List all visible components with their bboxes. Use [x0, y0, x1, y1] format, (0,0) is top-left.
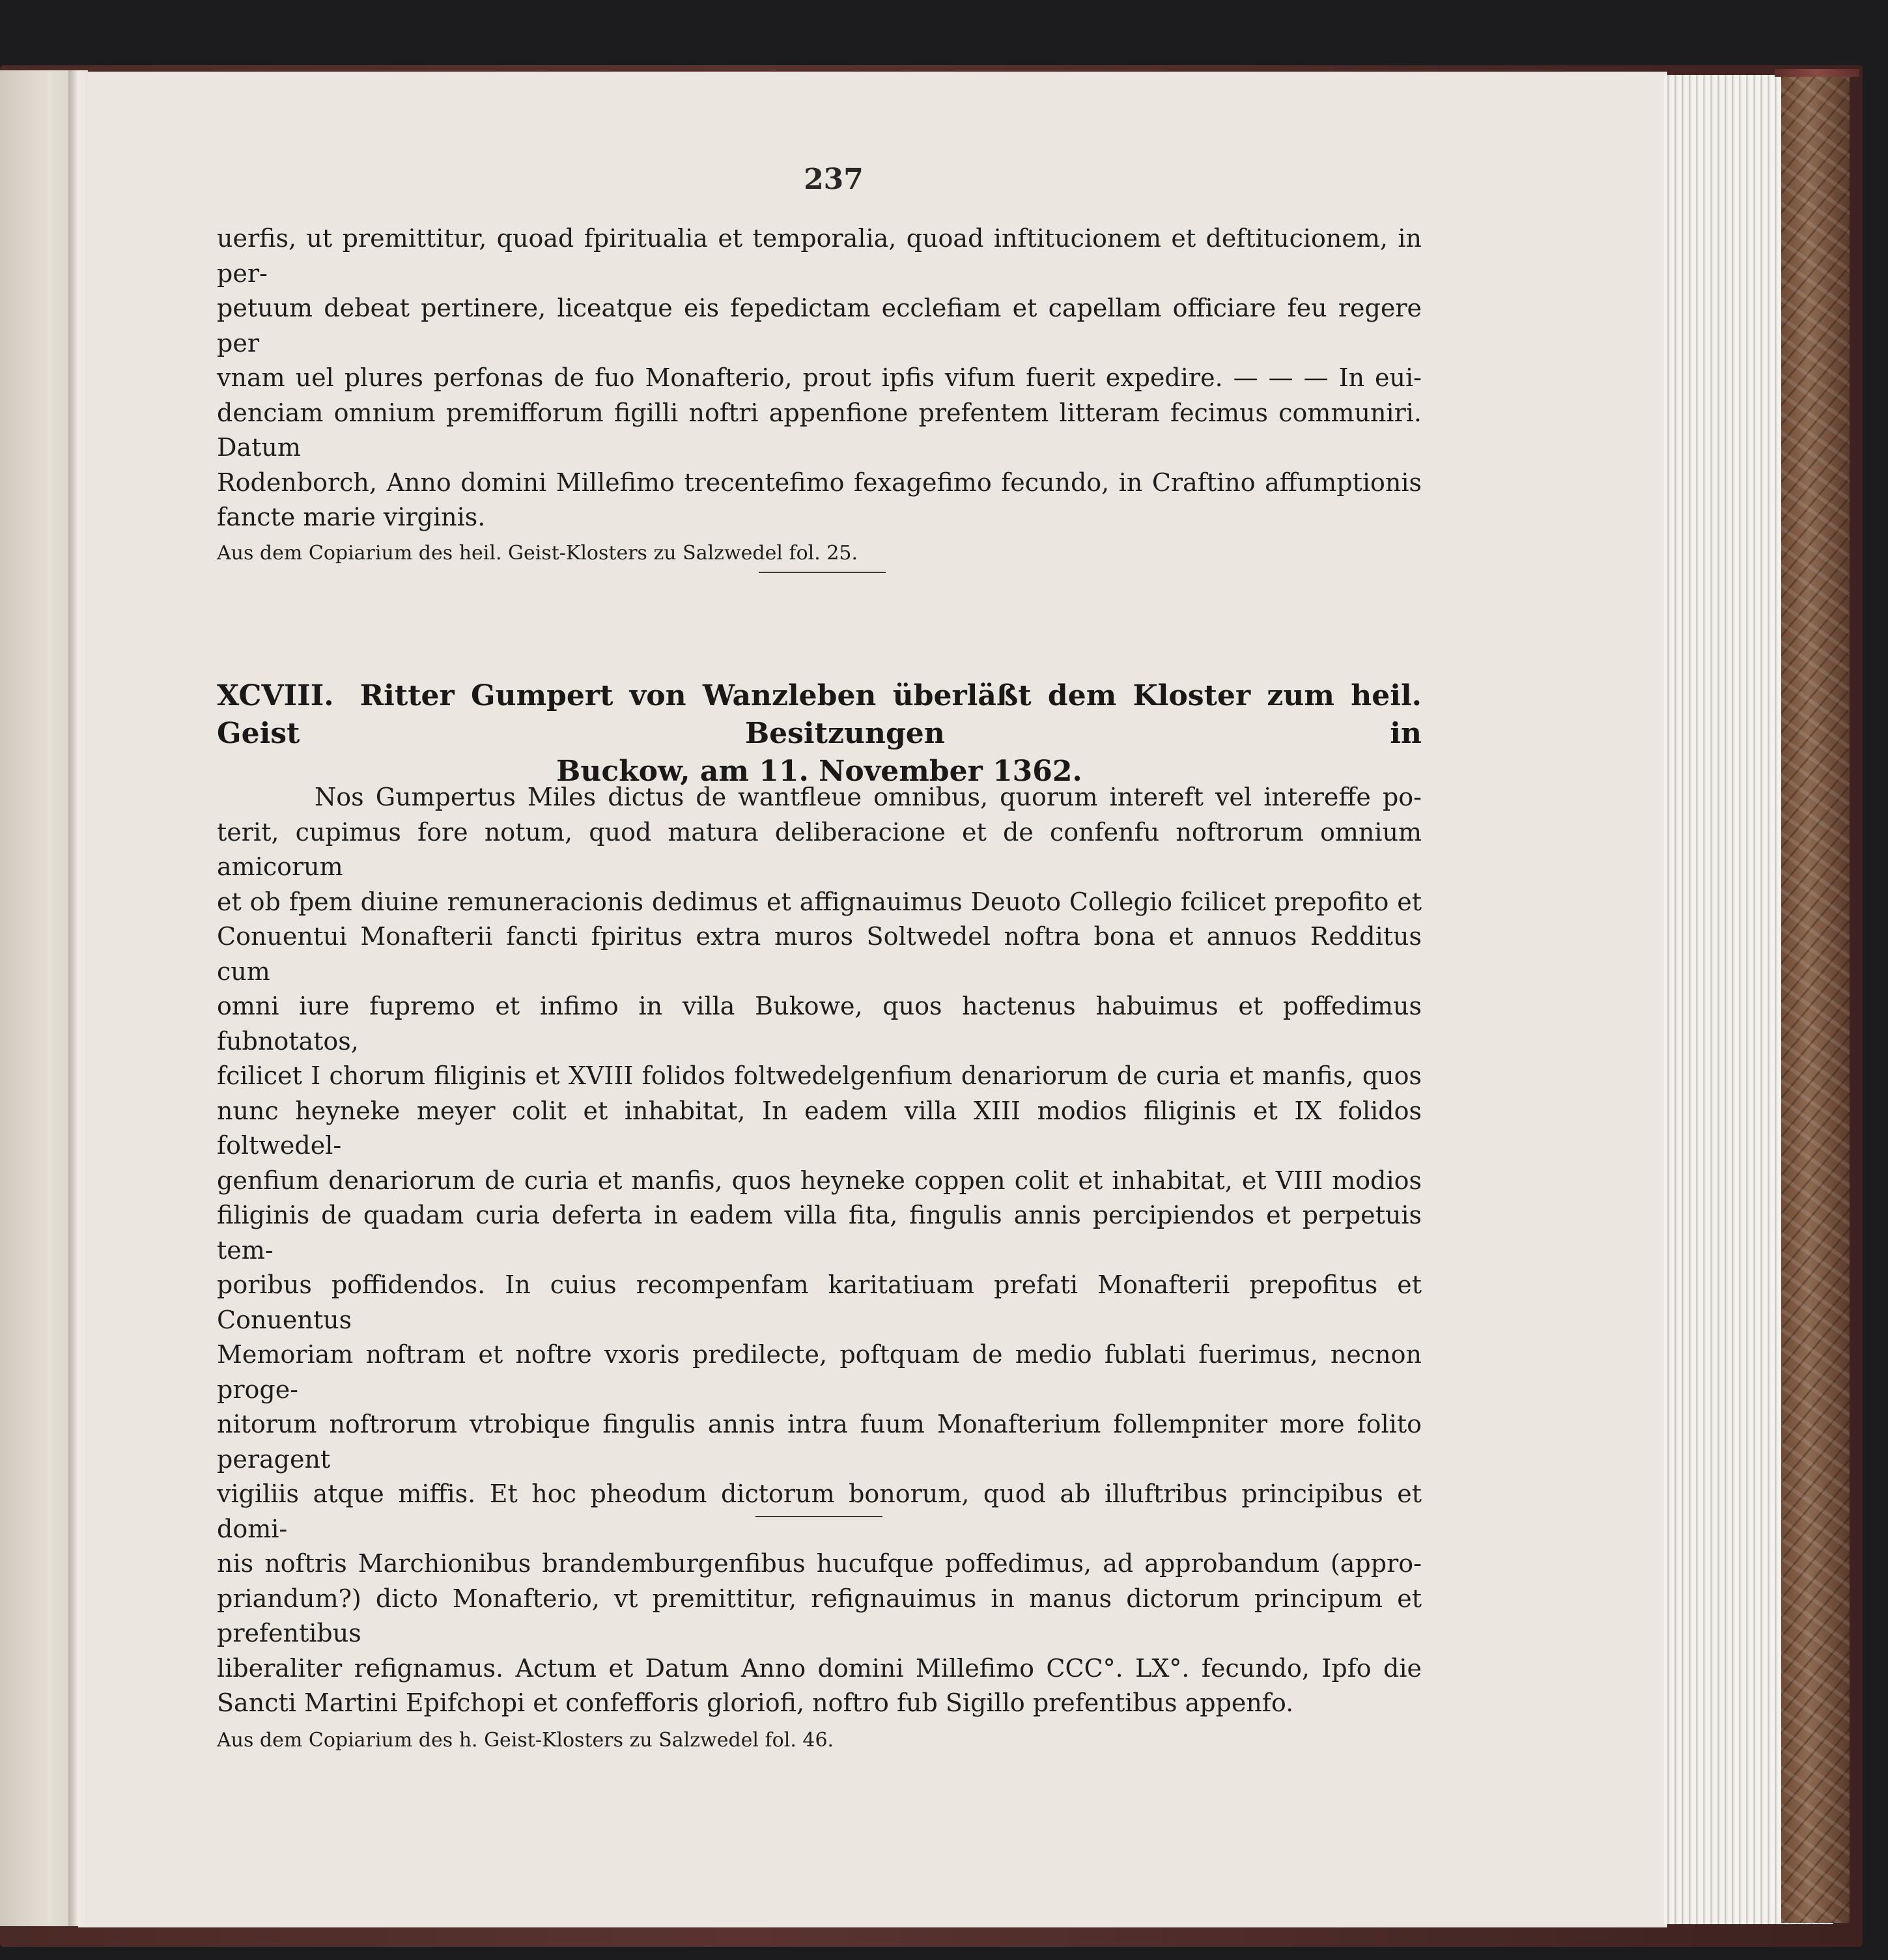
- source-note: Aus dem Copiarium des heil. Geist-Klosters zu Salzwedel fol. 25.: [217, 541, 858, 565]
- text-line: Nos Gumpertus Miles dictus de wantfleue omnibus, quorum intereft vel intereffe po-: [315, 783, 1422, 811]
- text-line: et ob fpem diuine remuneracionis dedimus et affignauimus Deuoto Collegio fcilicet prepofito et: [217, 887, 1422, 916]
- document-body: [217, 780, 1422, 1754]
- document-paragraph: [217, 780, 1422, 1721]
- text-line: nitorum noftrorum vtrobique fingulis annis intra fuum Monafterium follempniter more folito peragent: [217, 1410, 1422, 1474]
- document-heading: [217, 677, 1422, 791]
- text-line: Sancti Martini Epifchopi et confefforis gloriofi, noftro fub Sigillo prefentibus appenfo.: [217, 1688, 1294, 1717]
- heading-line: [217, 677, 1422, 753]
- text-line: fancte marie virginis.: [217, 503, 486, 531]
- text-line: filiginis de quadam curia deferta in eadem villa fita, fingulis annis percipiendos et perpetuis tem-: [217, 1201, 1422, 1265]
- text-line: Memoriam noftram et noftre vxoris predilecte, poftquam de medio fublati fuerimus, necnon proge-: [217, 1340, 1422, 1404]
- marbled-edge: [1781, 77, 1850, 1923]
- source-note: Aus dem Copiarium des h. Geist-Klosters zu Salzwedel fol. 46.: [217, 1728, 834, 1752]
- text-line: liberaliter refignamus. Actum et Datum Anno domini Millefimo CCC°. LX°. fecundo, Ipfo die: [217, 1653, 1422, 1683]
- text-line: Rodenborch, Anno domini Millefimo trecentefimo fexagefimo fecundo, in Craftino affumptionis: [217, 468, 1422, 497]
- heading-line: Buckow, am 11. November 1362.: [556, 755, 1082, 788]
- text-line: fcilicet I chorum filiginis et XVIII folidos foltwedelgenfium denariorum de curia et manfis, quos: [217, 1061, 1422, 1090]
- text-line: genfium denariorum de curia et manfis, quos heyneke coppen colit et inhabitat, et VIII modios: [217, 1166, 1422, 1195]
- text-line: vnam uel plures perfonas de fuo Monafterio, prout ipfis vifum fuerit expedire. — — — In eui-: [217, 363, 1422, 392]
- text-line: denciam omnium premifforum figilli noftri appenfione prefentem litteram fecimus communiri. Datum: [217, 398, 1422, 462]
- text-line: petuum debeat pertinere, liceatque eis fepedictam ecclefiam et capellam officiare feu regere per: [217, 294, 1422, 357]
- headband: [1775, 69, 1859, 77]
- top-paragraph: [217, 221, 1422, 535]
- text-line: Conuentui Monafterii fancti fpiritus extra muros Soltwedel noftra bona et annuos Redditus cum: [217, 922, 1422, 986]
- text-line: terit, cupimus fore notum, quod matura deliberacione et de confenfu noftrorum omnium amicorum: [217, 817, 1422, 881]
- text-line: priandum?) dicto Monafterio, vt premittitur, refignauimus in manus dictorum principum et prefentibus: [217, 1584, 1422, 1647]
- top-section: [217, 221, 1422, 567]
- text-line: poribus poffidendos. In cuius recompenfam karitatiuam prefati Monafterii prepofitus et Conuentus: [217, 1270, 1422, 1334]
- document-number: XCVIII.: [217, 679, 334, 712]
- section-divider: [755, 1516, 882, 1517]
- document-title: Ritter Gumpert von Wanzleben überläßt dem Kloster zum heil. Geist Besitzungen in: [217, 679, 1422, 750]
- text-line: vigiliis atque miffis. Et hoc pheodum dictorum bonorum, quod ab illuftribus principibus et domi-: [217, 1479, 1422, 1543]
- text-line: omni iure fupremo et infimo in villa Bukowe, quos hactenus habuimus et poffedimus fubnotatos,: [217, 992, 1422, 1056]
- text-line: nunc heyneke meyer colit et inhabitat, In eadem villa XIII modios filiginis et IX folidos foltwedel-: [217, 1096, 1422, 1160]
- page-gutter: [68, 70, 88, 1926]
- section-divider: [759, 572, 886, 573]
- page-number: 237: [804, 163, 864, 196]
- text-line: uerfis, ut premittitur, quoad fpiritualia et temporalia, quoad inftitucionem et deftitucionem, in per-: [217, 224, 1422, 288]
- text-line: nis noftris Marchionibus brandemburgenfibus hucufque poffedimus, ad approbandum (appro-: [217, 1549, 1422, 1578]
